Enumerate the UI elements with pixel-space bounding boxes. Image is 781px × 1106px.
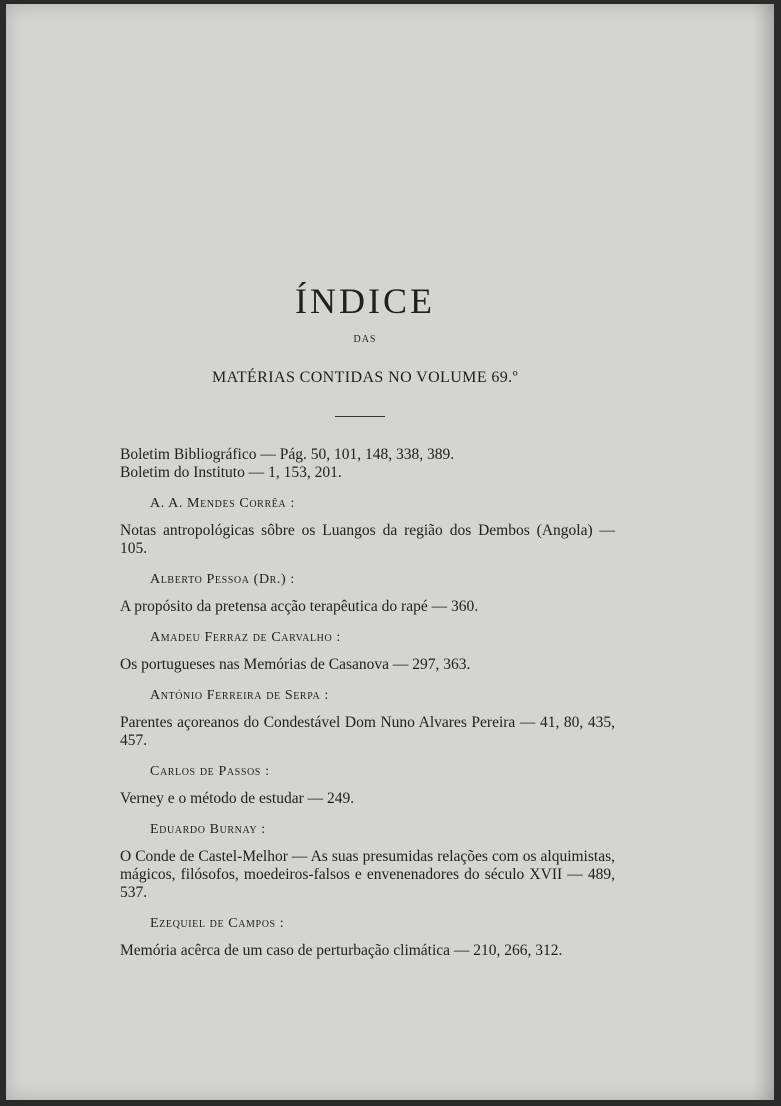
index-entry: Notas antropológicas sôbre os Luangos da região dos Dembos (Angola) — 105.: [120, 522, 615, 557]
author-heading: Eduardo Burnay :: [150, 822, 266, 837]
author-heading: Alberto Pessoa (Dr.) :: [150, 572, 295, 587]
document-page: [6, 4, 774, 1100]
title-connector: DAS: [353, 334, 377, 345]
author-heading: António Ferreira de Serpa :: [150, 688, 329, 703]
index-entry: O Conde de Castel-Melhor — As suas presumidas relações com os alquimistas, mágicos, filósofos, moedeiros-falsos e envenenadores do século XVII — 489, 537.: [120, 848, 615, 901]
index-entry: Os portugueses nas Memórias de Casanova — 297, 363.: [120, 656, 471, 673]
index-entry: A propósito da pretensa acção terapêutica do rapé — 360.: [120, 598, 479, 615]
index-entry: Boletim do Instituto — 1, 153, 201.: [120, 464, 342, 481]
index-entry: Parentes açoreanos do Condestável Dom Nuno Alvares Pereira — 41, 80, 435, 457.: [120, 714, 615, 749]
index-entries: [120, 446, 615, 960]
index-entry: Verney e o método de estudar — 249.: [120, 790, 355, 807]
index-entry: Memória acêrca de um caso de perturbação climática — 210, 266, 312.: [120, 942, 563, 959]
author-heading: A. A. Mendes Corrêa :: [150, 496, 295, 511]
index-entry: Boletim Bibliográfico — Pág. 50, 101, 148, 338, 389.: [120, 446, 455, 463]
author-heading: Amadeu Ferraz de Carvalho :: [150, 630, 341, 645]
page-edge-shadow: [752, 4, 774, 1100]
page-title: ÍNDICE: [295, 281, 435, 321]
author-heading: Carlos de Passos :: [150, 764, 270, 779]
divider-rule: [335, 416, 385, 417]
page-subtitle: MATÉRIAS CONTIDAS NO VOLUME 69.º: [212, 369, 518, 386]
author-heading: Ezequiel de Campos :: [150, 916, 285, 931]
